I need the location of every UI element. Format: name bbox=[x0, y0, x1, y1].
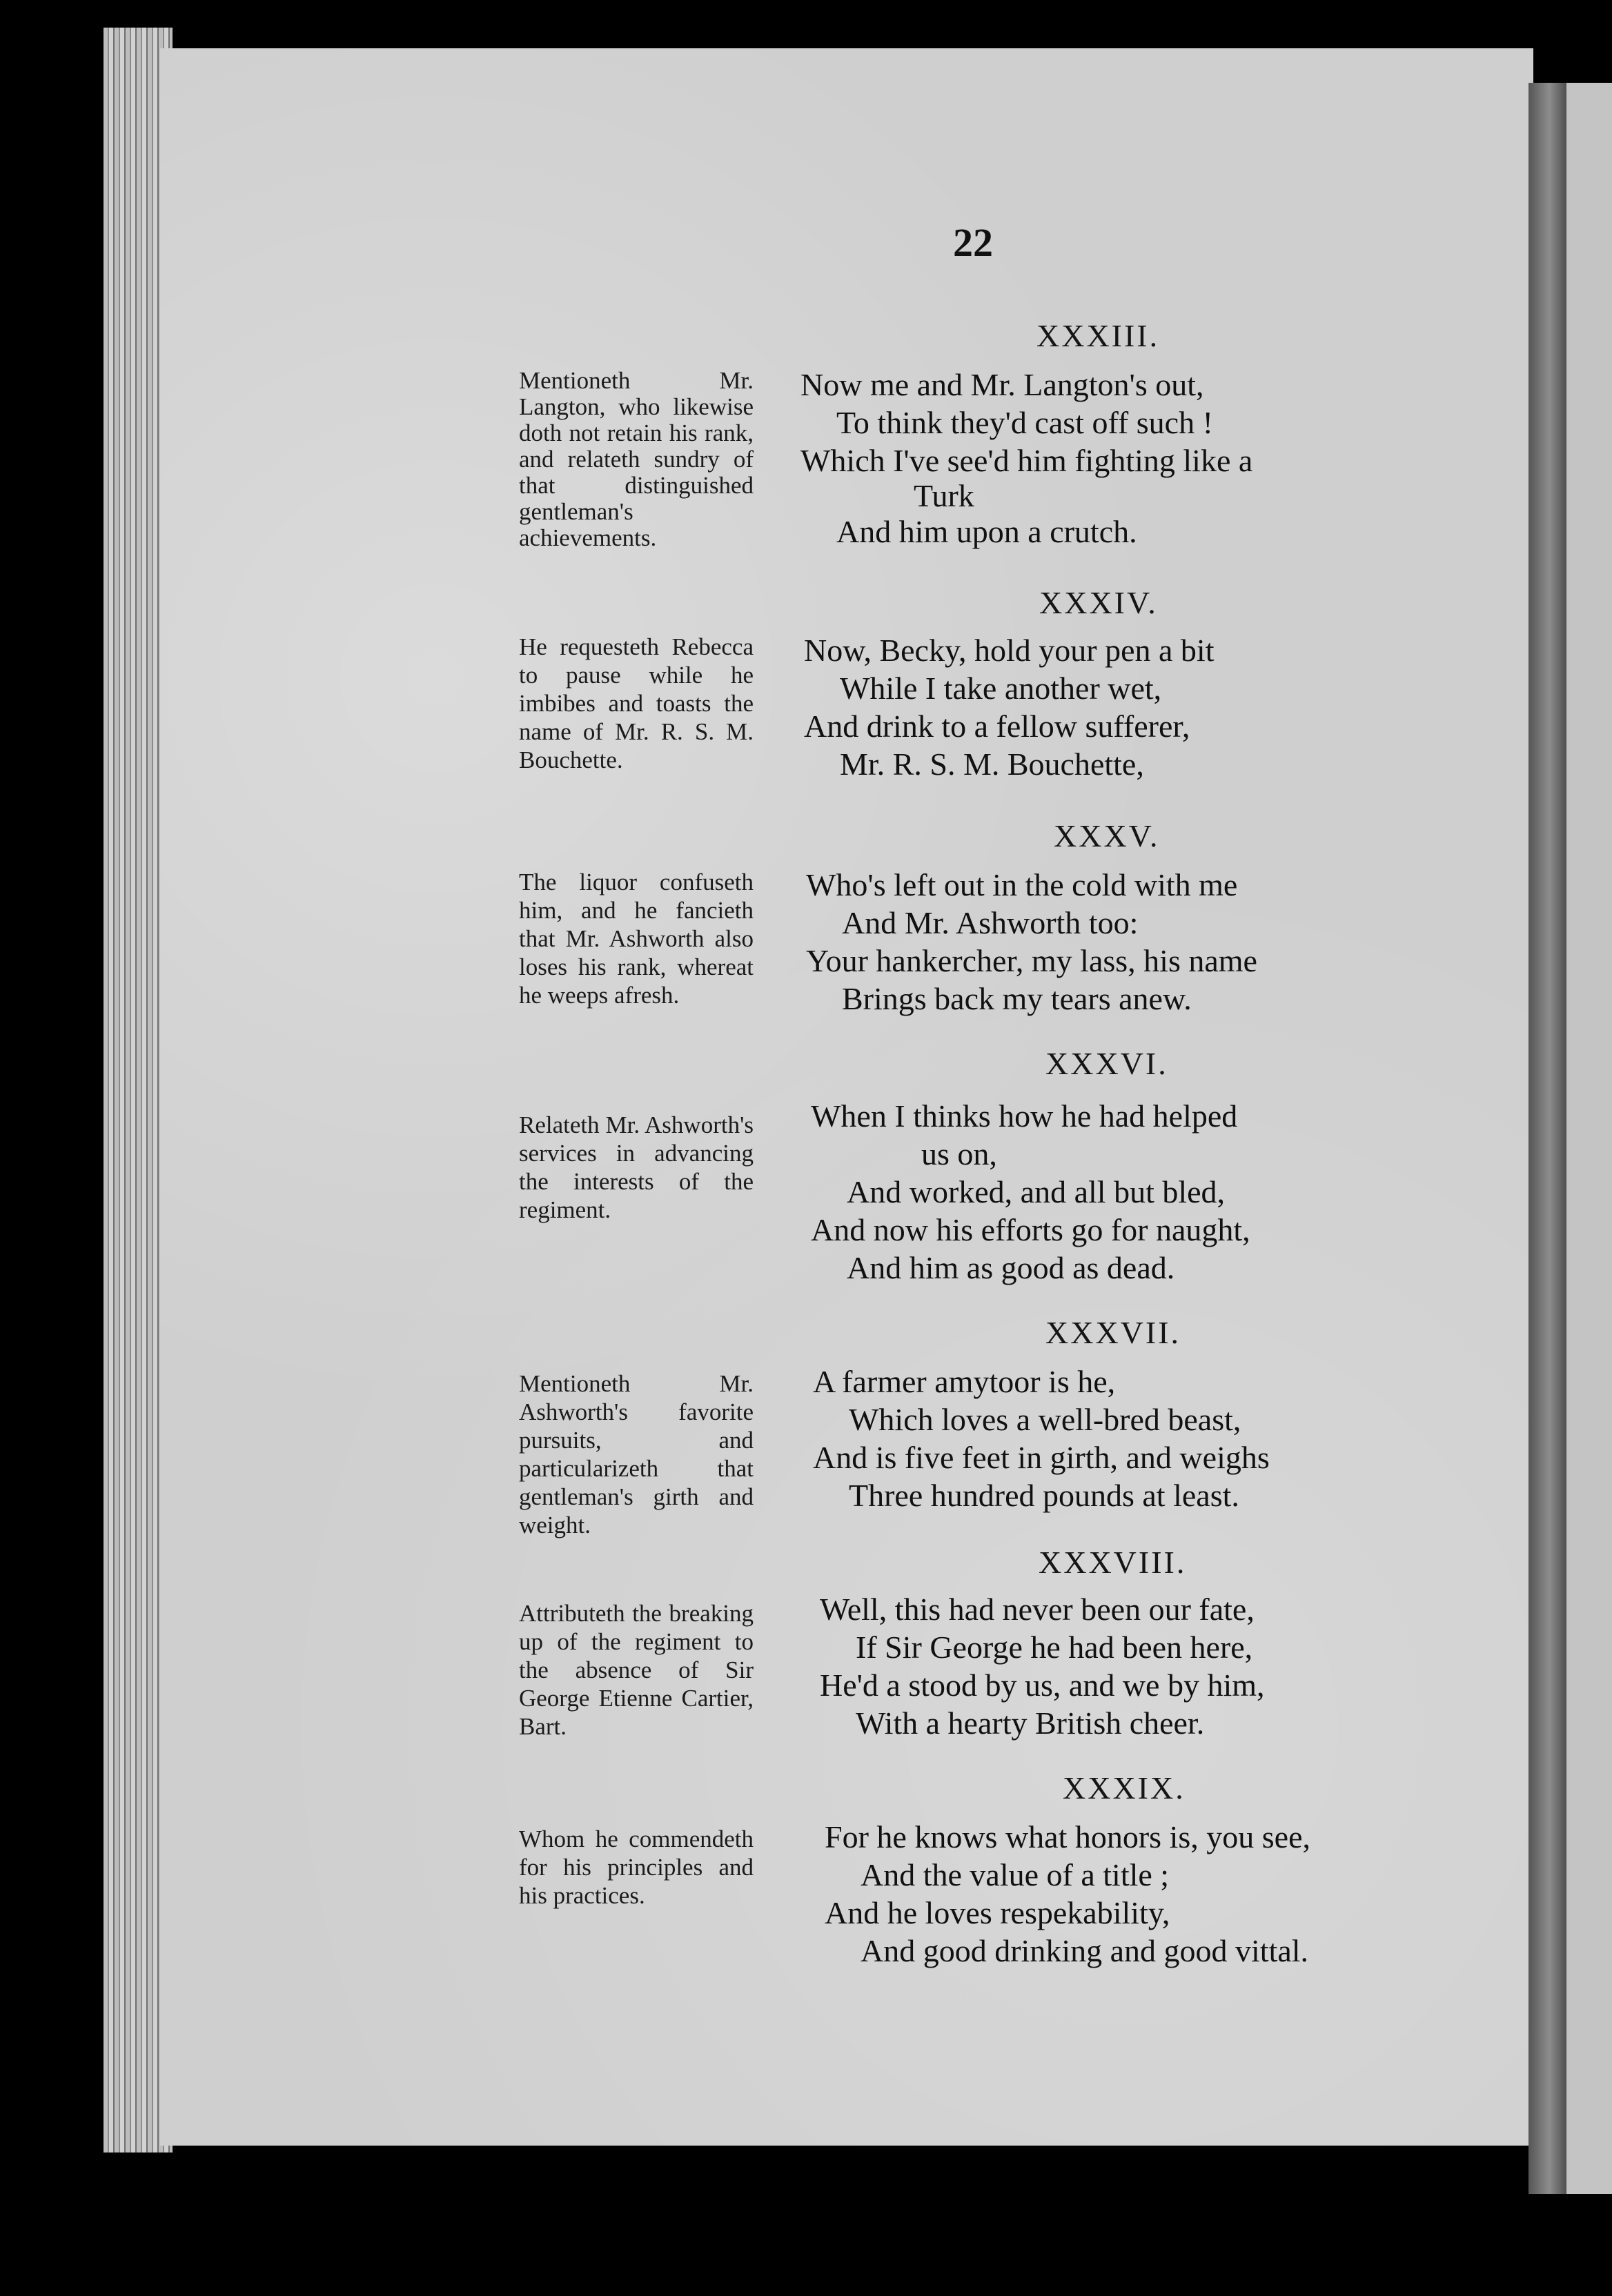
verse-line: For he knows what honors is, you see, bbox=[825, 1819, 1310, 1854]
verse-line: Mr. R. S. M. Bouchette, bbox=[840, 746, 1144, 782]
verse-line: When I thinks how he had helped bbox=[811, 1098, 1238, 1134]
book-gutter bbox=[1529, 83, 1570, 2194]
verse-line: Who's left out in the cold with me bbox=[806, 867, 1238, 902]
stanza-verse bbox=[806, 866, 1257, 1018]
stanza-verse bbox=[804, 631, 1214, 783]
verse-line: He'd a stood by us, and we by him, bbox=[820, 1667, 1265, 1703]
verse-line: And he loves respekability, bbox=[825, 1895, 1170, 1930]
verse-line: A farmer amytoor is he, bbox=[813, 1364, 1116, 1399]
verse-line: With a hearty British cheer. bbox=[856, 1705, 1205, 1741]
stanza-heading: XXXVIII. bbox=[1039, 1545, 1187, 1580]
verse-line: And the value of a title ; bbox=[861, 1857, 1170, 1892]
marginal-gloss: Relateth Mr. Ashworth's services in advancing the interests of the regiment. bbox=[519, 1111, 754, 1223]
verse-line: Now me and Mr. Langton's out, bbox=[800, 367, 1204, 402]
stanza-heading: XXXVII. bbox=[1045, 1315, 1181, 1350]
verse-line: While I take another wet, bbox=[840, 671, 1162, 706]
marginal-gloss: Whom he commendeth for his principles and his practices. bbox=[519, 1825, 754, 1909]
marginal-gloss: Mentioneth Mr. Langton, who likewise doth not retain his rank, and relateth sundry of that distinguished gentleman's achievements. bbox=[519, 367, 754, 551]
verse-line: Which loves a well-bred beast, bbox=[849, 1402, 1241, 1437]
marginal-gloss: Mentioneth Mr. Ashworth's favorite pursuits, and particularizeth that gentleman's girth and weight. bbox=[519, 1370, 754, 1538]
verse-line: And drink to a fellow sufferer, bbox=[804, 709, 1190, 744]
stanza-heading: XXXV. bbox=[1054, 818, 1160, 853]
stanza-heading: XXXIV. bbox=[1039, 585, 1158, 620]
verse-line: Turk bbox=[914, 478, 974, 513]
stanza-heading: XXXVI. bbox=[1045, 1046, 1168, 1081]
verse-line: And good drinking and good vittal. bbox=[861, 1933, 1309, 1968]
verse-line: And him as good as dead. bbox=[847, 1250, 1175, 1285]
stanza-verse bbox=[813, 1363, 1270, 1514]
stanza-heading: XXXIII. bbox=[1036, 318, 1160, 353]
stanza-verse bbox=[811, 1097, 1250, 1287]
verse-line: Brings back my tears anew. bbox=[842, 981, 1192, 1016]
stanza-verse bbox=[800, 366, 1252, 551]
verse-line: Now, Becky, hold your pen a bit bbox=[804, 633, 1215, 668]
facing-page-edge bbox=[1566, 83, 1612, 2194]
verse-line: Your hankercher, my lass, his name bbox=[806, 943, 1257, 978]
verse-line: And Mr. Ashworth too: bbox=[842, 905, 1139, 940]
marginal-gloss: He requesteth Rebecca to pause while he imbibes and toasts the name of Mr. R. S. M. Bouchette. bbox=[519, 633, 754, 773]
verse-line: Three hundred pounds at least. bbox=[849, 1478, 1239, 1513]
verse-line: Well, this had never been our fate, bbox=[820, 1592, 1255, 1627]
marginal-gloss: The liquor confuseth him, and he fancieth that Mr. Ashworth also loses his rank, whereat he weeps afresh. bbox=[519, 869, 754, 1009]
stanza-verse bbox=[825, 1818, 1310, 1970]
verse-line: And is five feet in girth, and weighs bbox=[813, 1440, 1270, 1475]
verse-line: And worked, and all but bled, bbox=[847, 1174, 1226, 1209]
marginal-gloss: Attributeth the breaking up of the regiment to the absence of Sir George Etienne Cartier, Bart. bbox=[519, 1600, 754, 1740]
stanza-verse bbox=[820, 1590, 1265, 1742]
verse-line: us on, bbox=[921, 1136, 997, 1171]
page-number: 22 bbox=[953, 220, 993, 265]
verse-line: If Sir George he had been here, bbox=[856, 1630, 1253, 1665]
verse-line: And now his efforts go for naught, bbox=[811, 1212, 1250, 1247]
verse-line: To think they'd cast off such ! bbox=[836, 405, 1213, 440]
verse-line: Which I've see'd him fighting like a bbox=[800, 443, 1253, 478]
stanza-heading: XXXIX. bbox=[1063, 1770, 1186, 1805]
verse-line: And him upon a crutch. bbox=[836, 514, 1137, 549]
